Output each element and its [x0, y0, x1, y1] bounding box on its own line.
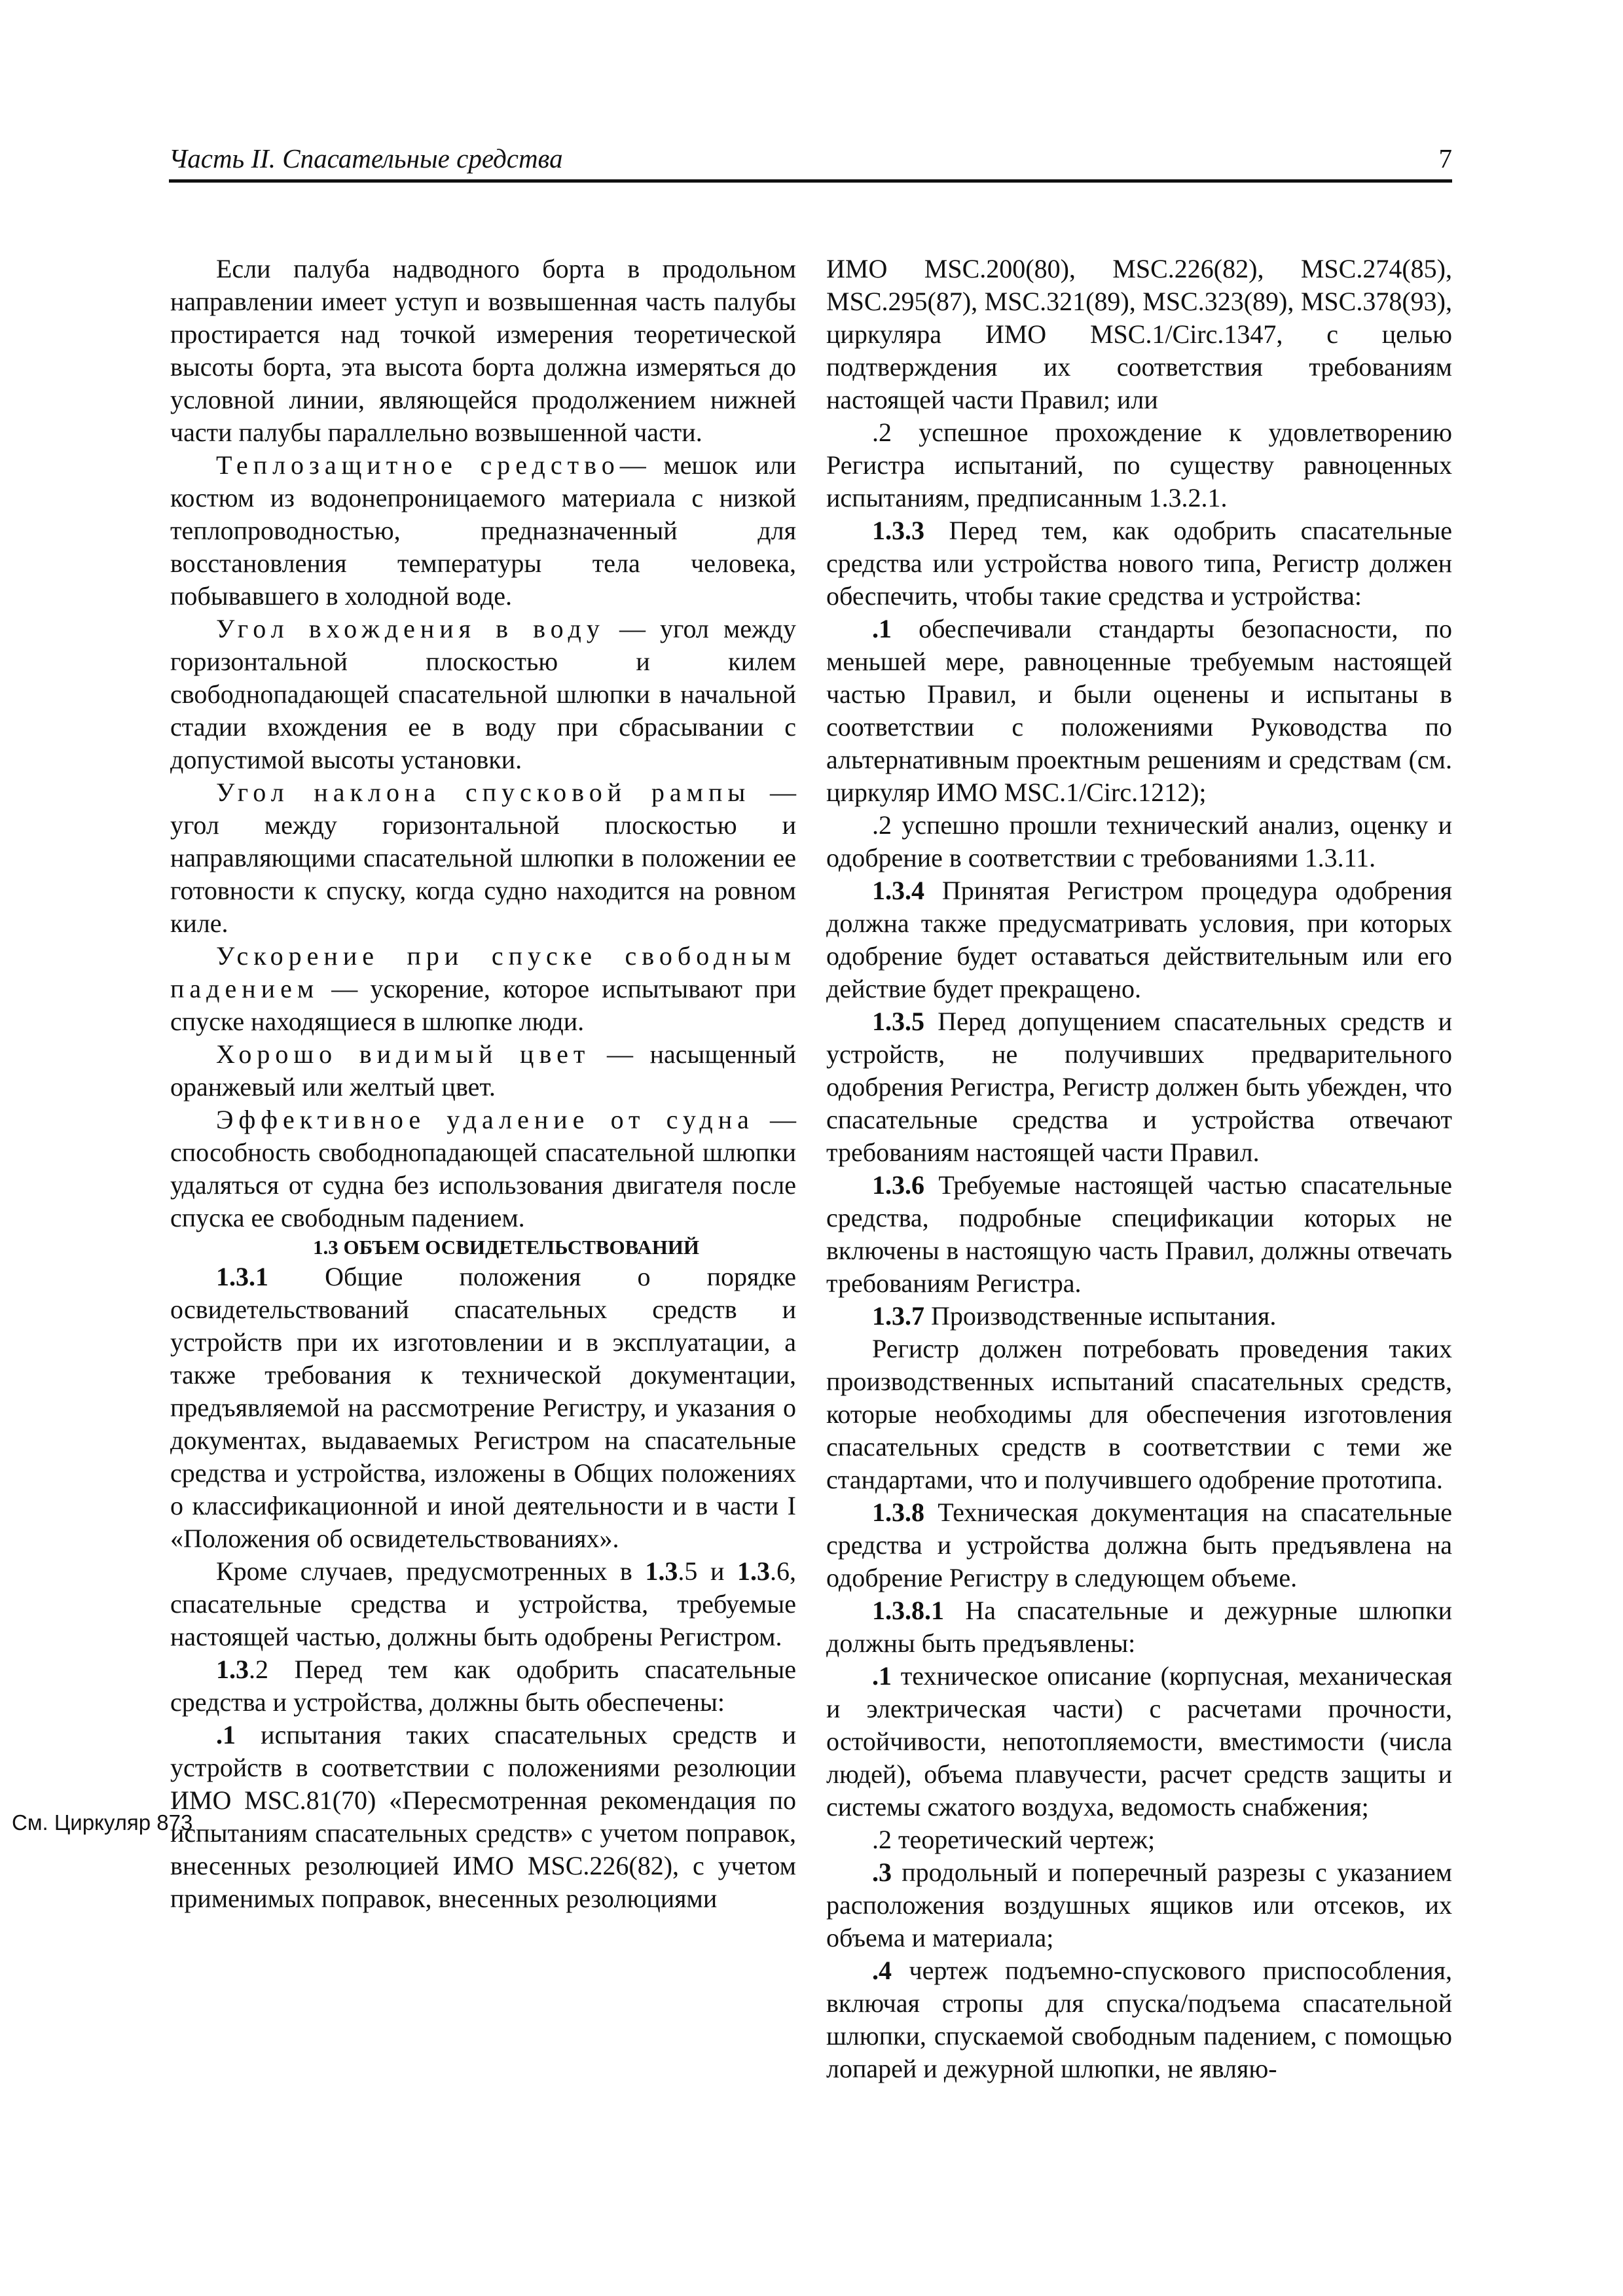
clause-1-3-2-item-2: .2 успешное прохождение к удовлетворению Регистра испытаний, по существу равноценных испытаниям, предписанным 1.3.2.1.: [826, 418, 1452, 512]
clause-text: Принятая Регистром процедура одобрения должна также предусматривать условия, при которых одобрение будет оставаться действительным или его действие будет прекращено.: [826, 876, 1452, 1003]
clause-1-3-8-1: [826, 1594, 1452, 1660]
clause-1-3-3-item-2: .2 успешно прошли технический анализ, оценку и одобрение в соответствии с требованиями 1.3.11.: [826, 810, 1452, 872]
item-number: .3: [872, 1857, 892, 1887]
paragraph-continued: ИМО MSC.200(80), MSC.226(82), MSC.274(85), MSC.295(87), MSC.321(89), MSC.323(89), MSC.378(93), циркуляра ИМО MSC.1/Circ.1347, с целью подтверждения их соответствия требованиям настоящей части Правил; или: [826, 254, 1452, 414]
left-column: [170, 253, 796, 1915]
clause-number: 1.3.7: [872, 1301, 924, 1331]
term: Угол вхождения в воду: [216, 614, 605, 643]
clause-number: 1.3: [216, 1655, 249, 1684]
page-number: 7: [1438, 143, 1452, 173]
reference: 1.3: [737, 1556, 770, 1586]
clause-1-3-8: [826, 1496, 1452, 1594]
clause-1-3-7: [826, 1300, 1452, 1333]
clause-number: 1.3.1: [216, 1262, 268, 1291]
item-number: .4: [872, 1956, 892, 1985]
clause-text: Перед допущением спасательных средств и устройств, не получивших предварительного одобрения Регистра, Регистр должен быть убежден, что спасательные средства и устройства отвечают требованиям настоящей части Правил.: [826, 1007, 1452, 1167]
clause-number: 1.3.4: [872, 876, 924, 905]
clause-text: Техническая документация на спасательные средства и устройства должна быть предъявлена на одобрение Регистру в следующем объеме.: [826, 1498, 1452, 1592]
clause-1-3-6: [826, 1169, 1452, 1300]
clause-number: 1.3.3: [872, 516, 924, 545]
definition-highly-visible-color: [170, 1038, 796, 1103]
clause-text: Общие положения о порядке освидетельствований спасательных средств и устройств при их изготовлении и в эксплуатации, а также требования к технической документации, предъявляемой на рассмотрение Регистру, и указания о документах, выдаваемых Регистром на спасательные средства и устройства, изложены в Общих положениях о классификационной и иной деятельности и в части I «Положения об освидетельствованиях».: [170, 1262, 796, 1553]
right-column: [826, 253, 1452, 2085]
clause-text: Требуемые настоящей частью спасательные средства, подробные спецификации которых не включены в настоящую часть Правил, должны отвечать требованиям Регистра.: [826, 1170, 1452, 1298]
term: Хорошо видимый цвет: [216, 1039, 591, 1069]
item-text: техническое описание (корпусная, механическая и электрическая части) с расчетами прочности, остойчивости, непотопляемости, вместимости (числа людей), объема плавучести, расчет средств защиты и системы сжатого воздуха, ведомость снабжения;: [826, 1661, 1452, 1821]
item-text: продольный и поперечный разрезы с указанием расположения воздушных ящиков или отсеков, их объема и материала;: [826, 1857, 1452, 1952]
definition-text: — мешок или костюм из водонепроницаемого материала с низкой теплопроводностью, предназначенный для восстановления температуры тела человека, побывавшего в холодной воде.: [170, 450, 797, 611]
paragraph-deck-step: Если палуба надводного борта в продольном направлении имеет уступ и возвышенная часть палубы простирается над точкой измерения теоретической высоты борта, эта высота борта должна измеряться до условной линии, являющейся продолжением нижней части палубы параллельно возвышенной части.: [170, 254, 796, 447]
page-header: [169, 143, 1452, 183]
definition-text: — способность свободнопадающей спасательной шлюпки удаляться от судна без использования двигателя после спуска ее свободным падением.: [170, 1105, 797, 1232]
clause-1-3-3: [826, 514, 1452, 613]
margin-note: См. Циркуляр 873: [12, 1810, 193, 1835]
item-text: испытания таких спасательных средств и устройств в соответствии с положениями резолюции ИМО MSC.81(70) «Пересмотренная рекомендация по испытаниям спасательных средств» с учетом поправок, внесенных резолюцией ИМО MSC.226(82), с учетом применимых поправок, внесенных резолюциями: [170, 1720, 796, 1913]
definition-ramp-angle: [170, 776, 796, 940]
term: Теплозащитное средство: [216, 450, 620, 480]
clause-number: 1.3.8.1: [872, 1596, 944, 1625]
item-number: .1: [872, 1661, 892, 1691]
clause-1-3-7-text: Регистр должен потребовать проведения таких производственных испытаний спасательных средств, которые необходимы для обеспечения изготовления спасательных средств в соответствии с теми же стандартами, что и получившего одобрение прототипа.: [826, 1334, 1452, 1494]
text-fragment: .5 и: [678, 1556, 737, 1586]
clause-1-3-5: [826, 1005, 1452, 1169]
definition-free-fall-acceleration: [170, 940, 796, 1038]
section-heading: 1.3 ОБЪЕМ ОСВИДЕТЕЛЬСТВОВАНИЙ: [312, 1236, 700, 1259]
text-fragment: .6, спасательные средства и устройства, требуемые настоящей частью, должны быть одобрены Регистром.: [170, 1556, 796, 1651]
clause-1-3-1: [170, 1261, 796, 1555]
term: Эффективное удаление от судна: [216, 1105, 754, 1134]
clause-1-3-8-1-item-1: [826, 1660, 1452, 1823]
clause-number: 1.3.6: [872, 1170, 924, 1200]
paragraph-exceptions: [170, 1555, 796, 1653]
clause-number: 1.3.5: [872, 1007, 924, 1036]
clause-1-3-8-1-item-2: .2 теоретический чертеж;: [872, 1825, 1156, 1854]
clause-1-3-8-1-item-3: [826, 1856, 1452, 1954]
definition-thermal-aid: [170, 449, 796, 613]
item-number: .1: [872, 614, 892, 643]
definition-text: — угол между горизонтальной плоскостью и килем свободнопадающей спасательной шлюпки в начальной стадии вхождения ее в воду при сбрасывании с допустимой высоты установки.: [170, 614, 796, 774]
definition-text: — насыщенный оранжевый или желтый цвет.: [170, 1039, 797, 1102]
definition-clearing-ship: [170, 1103, 796, 1234]
definition-entry-angle: [170, 613, 796, 776]
clause-1-3-2: [170, 1653, 796, 1719]
clause-1-3-4: [826, 874, 1452, 1005]
text-fragment: Кроме случаев, предусмотренных в: [216, 1556, 646, 1586]
clause-1-3-3-item-1: [826, 613, 1452, 809]
clause-title: Производственные испытания.: [924, 1301, 1277, 1331]
term: Угол наклона спусковой рампы: [216, 778, 751, 807]
clause-1-3-2-item-1: [170, 1719, 796, 1915]
header-title: Часть II. Спасательные средства: [169, 143, 563, 173]
clause-number: 1.3.8: [872, 1498, 924, 1527]
definition-text: — угол между горизонтальной плоскостью и направляющими спасательной шлюпки в положении ее готовности к спуску, когда судно находится на ровном киле.: [170, 778, 797, 938]
item-text: чертеж подъемно-спускового приспособления, включая стропы для спуска/подъема спасательной шлюпки, спускаемой свободным падением, с помощью лопарей и дежурной шлюпки, не являю-: [826, 1956, 1452, 2083]
reference: 1.3: [645, 1556, 678, 1586]
clause-text: На спасательные и дежурные шлюпки должны быть предъявлены:: [826, 1596, 1452, 1658]
clause-text: .2 Перед тем как одобрить спасательные средства и устройства, должны быть обеспечены:: [170, 1655, 796, 1717]
clause-1-3-8-1-item-4: [826, 1954, 1452, 2085]
item-text: обеспечивали стандарты безопасности, по меньшей мере, равноценные требуемым настоящей частью Правил, и были оценены и испытаны в соответствии с положениями Руководства по альтернативным проектным решениям и средствам (см. циркуляр ИМО MSC.1/Circ.1212);: [826, 614, 1452, 807]
clause-text: Перед тем, как одобрить спасательные средства или устройства нового типа, Регистр должен обеспечить, чтобы такие средства и устройства:: [826, 516, 1452, 611]
definition-text: — ускорение, которое испытывают при спуске находящиеся в шлюпке люди.: [170, 974, 796, 1036]
term: Ускорение при спуске свободным падением: [170, 941, 796, 1003]
item-number: .1: [216, 1720, 236, 1749]
